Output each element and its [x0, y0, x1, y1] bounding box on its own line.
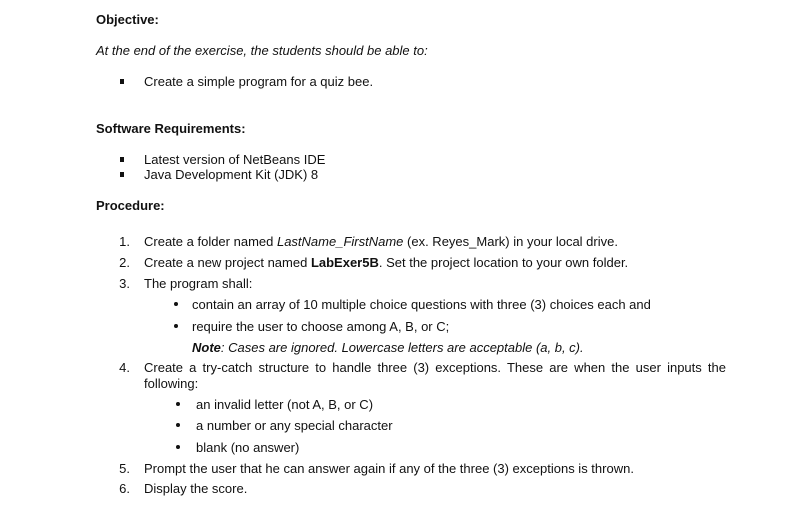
round-bullet-icon [176, 402, 180, 406]
objective-item: Create a simple program for a quiz bee. [144, 74, 374, 89]
sub-bullet-text: require the user to choose among A, B, or C; [192, 319, 450, 334]
procedure-heading: Procedure: [96, 198, 165, 213]
round-bullet-icon [174, 302, 178, 306]
sub-bullet-text: contain an array of 10 multiple choice questions with three (3) choices each and [192, 297, 651, 312]
step-text: Create a new project named LabExer5B. Set the project location to your own folder. [144, 255, 629, 270]
sub-bullet-text: blank (no answer) [196, 440, 300, 455]
step-number: 4. [119, 360, 130, 375]
objective-heading: Objective: [96, 12, 159, 27]
step-text: Create a try-catch structure to handle three (3) exceptions. These are when the user inputs the following: [144, 360, 726, 391]
round-bullet-icon [174, 324, 178, 328]
software-item: Java Development Kit (JDK) 8 [144, 167, 319, 182]
step-number: 6. [119, 481, 130, 496]
sub-bullet-text: a number or any special character [196, 418, 393, 433]
step-text: The program shall: [144, 276, 253, 291]
round-bullet-icon [176, 445, 180, 449]
step-text: Prompt the user that he can answer again if any of the three (3) exceptions is thrown. [144, 461, 634, 476]
square-bullet-icon [120, 157, 124, 162]
round-bullet-icon [176, 423, 180, 427]
step-number: 5. [119, 461, 130, 476]
objective-intro: At the end of the exercise, the students should be able to: [96, 43, 428, 58]
step-number: 2. [119, 255, 130, 270]
square-bullet-icon [120, 172, 124, 177]
note: Note: Cases are ignored. Lowercase letters are acceptable (a, b, c). [192, 340, 584, 355]
step-text: Create a folder named LastName_FirstName (ex. Reyes_Mark) in your local drive. [144, 234, 618, 249]
step-number: 1. [119, 234, 130, 249]
step-number: 3. [119, 276, 130, 291]
step-text: Display the score. [144, 481, 248, 496]
square-bullet-icon [120, 79, 124, 84]
sub-bullet-text: an invalid letter (not A, B, or C) [196, 397, 374, 412]
software-heading: Software Requirements: [96, 121, 246, 136]
software-item: Latest version of NetBeans IDE [144, 152, 326, 167]
